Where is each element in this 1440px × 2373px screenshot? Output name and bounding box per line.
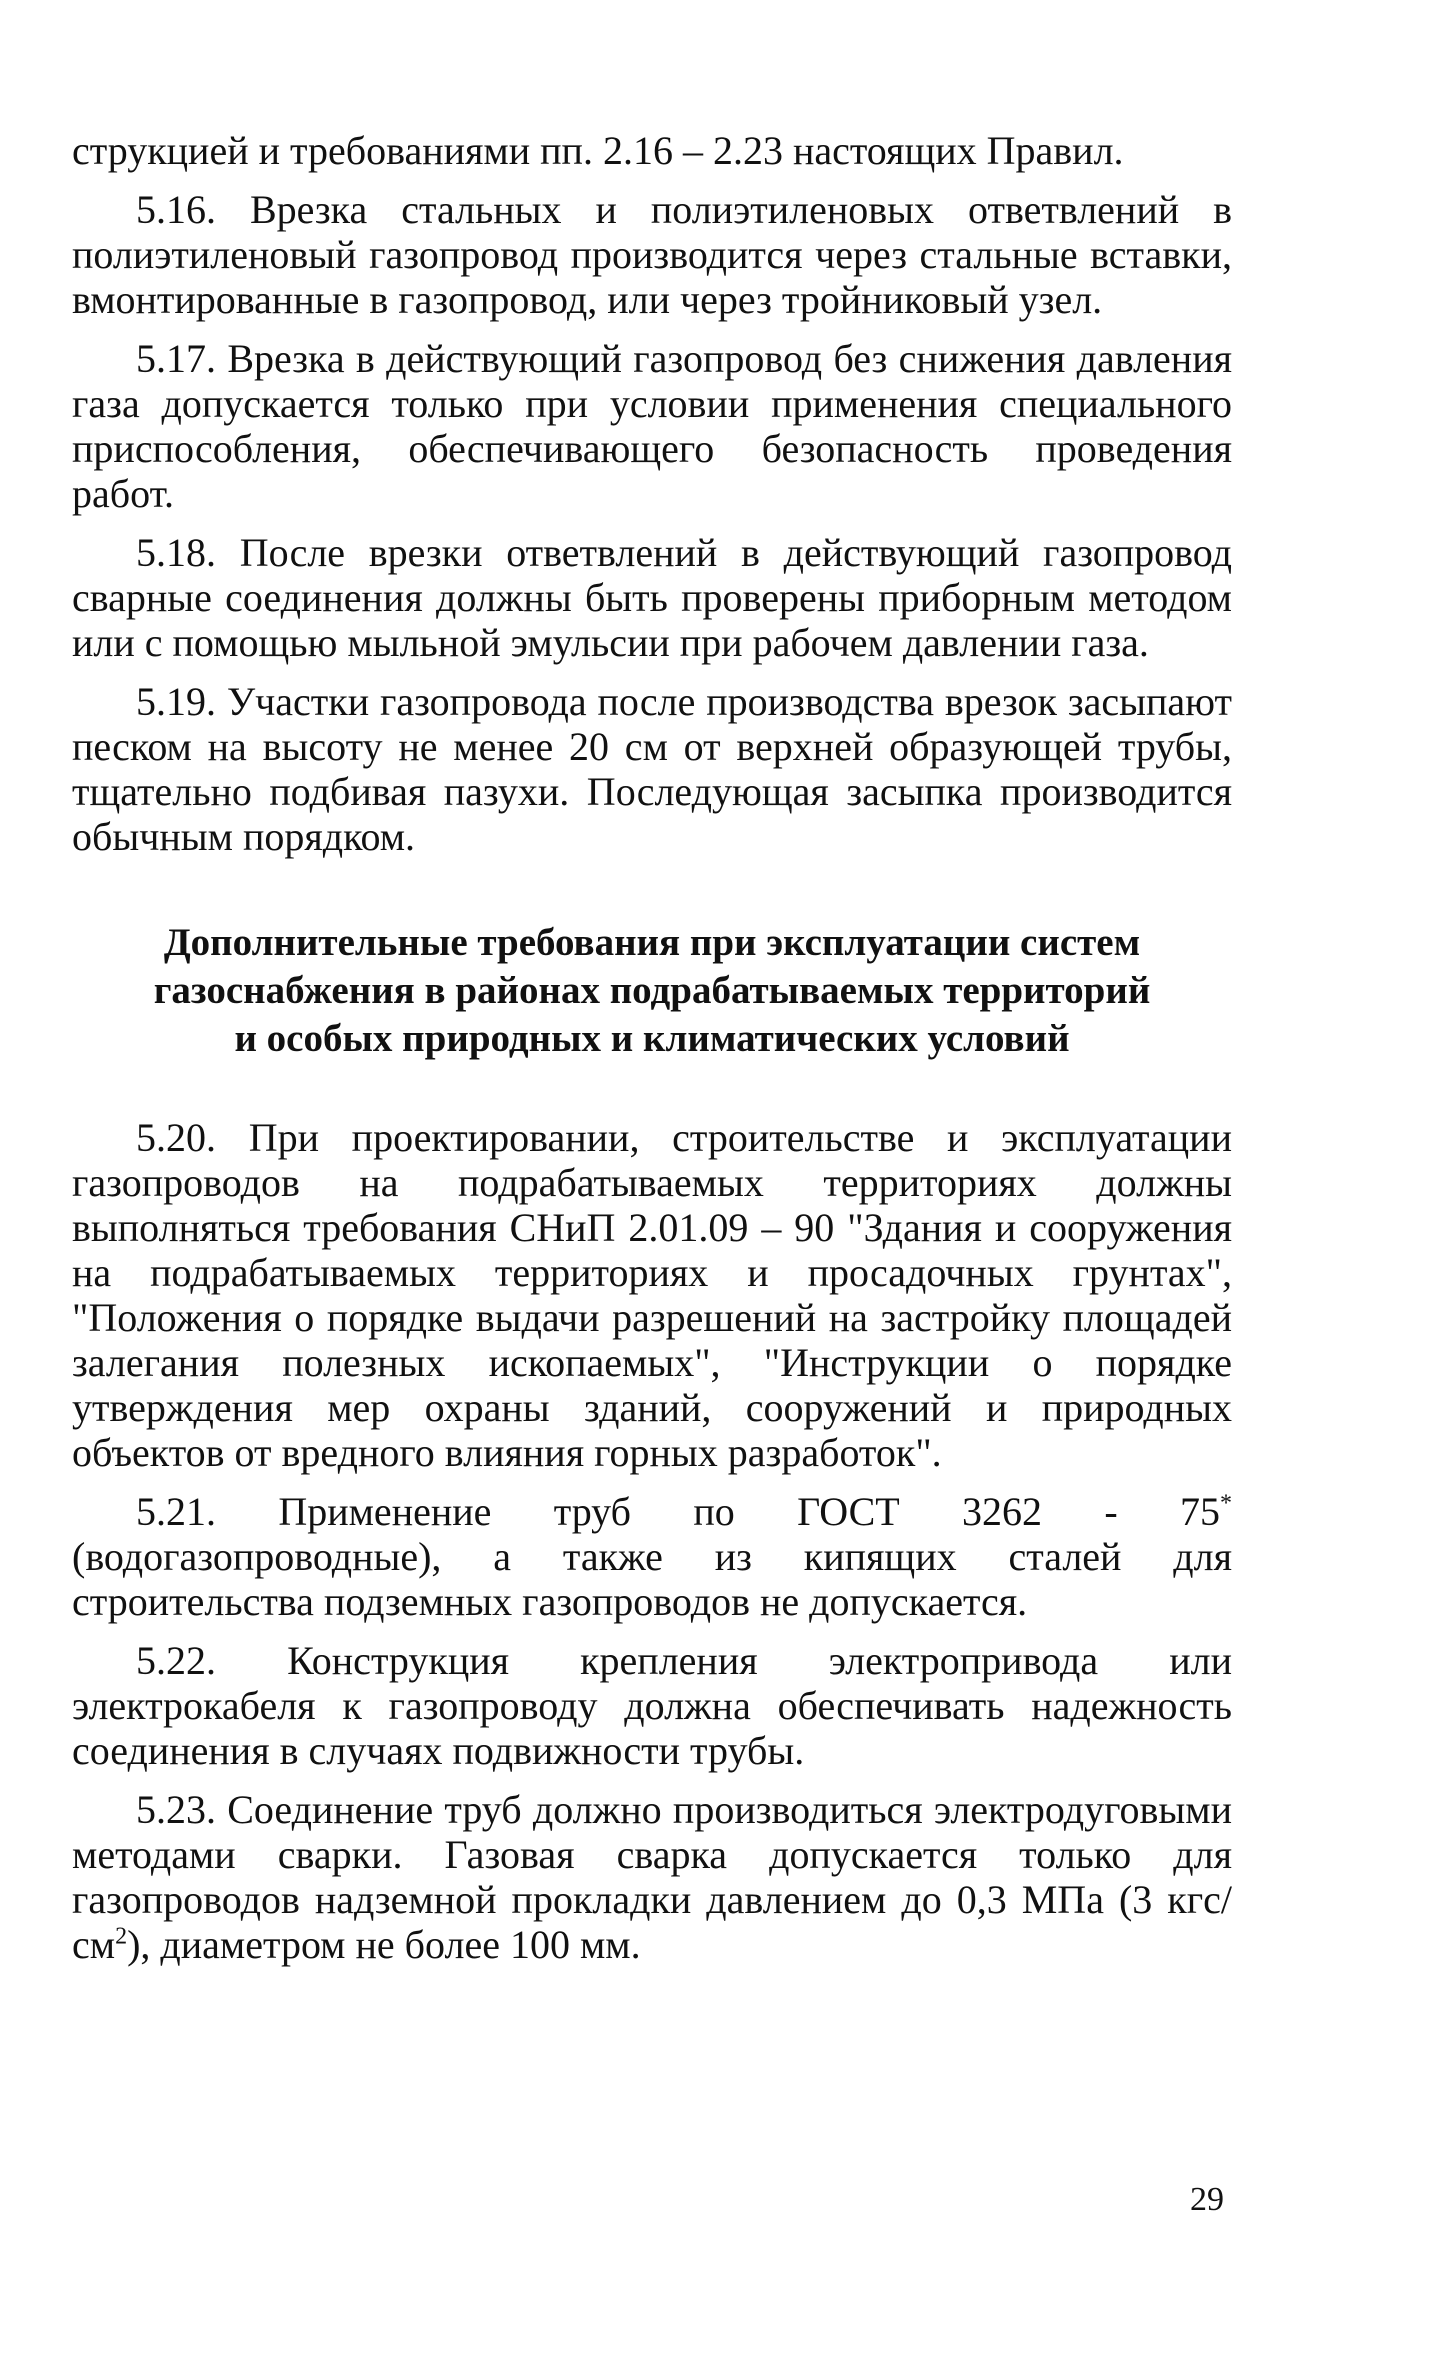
paragraph-5-21-text: 5.21. Применение труб по ГОСТ 3262 - 75 [136, 1489, 1220, 1534]
paragraph-5-16: 5.16. Врезка стальных и полиэтиленовых ответвлений в полиэтиленовый газопровод производится через стальные вставки, вмонтированные в газопровод, или через тройниковый узел. [72, 187, 1232, 322]
squared-superscript: 2 [115, 1923, 128, 1950]
paragraph-5-18: 5.18. После врезки ответвлений в действующий газопровод сварные соединения должны быть проверены приборным методом или с помощью мыльной эмульсии при рабочем давлении газа. [72, 530, 1232, 665]
paragraph-5-17: 5.17. Врезка в действующий газопровод без снижения давления газа допускается только при условии применения специального приспособления, обеспечивающего безопасность проведения работ. [72, 336, 1232, 516]
paragraph-5-23-text: 5.23. Соединение труб должно производиться электродуговыми методами сварки. Газовая сварка допускается только для газопроводов надземной прокладки давлением до 0,3 МПа (3 кгс/см [72, 1787, 1232, 1967]
paragraph-5-20: 5.20. При проектировании, строительстве и эксплуатации газопроводов на подрабатываемых территориях должны выполняться требования СНиП 2.01.09 – 90 "Здания и сооружения на подрабатываемых территориях и просадочных грунтах", "Положения о порядке выдачи разрешений на застройку площадей залегания полезных ископаемых", "Инструкции о порядке утверждения мер охраны зданий, сооружений и природных объектов от вредного влияния горных разработок". [72, 1115, 1232, 1475]
paragraph-5-21 [72, 1489, 1232, 1624]
asterisk-superscript: * [1220, 1490, 1232, 1517]
paragraph-continuation: струкцией и требованиями пп. 2.16 – 2.23 настоящих Правил. [72, 128, 1124, 173]
section-heading-line-1: Дополнительные требования при эксплуатации систем [163, 921, 1141, 964]
paragraph-5-21-text-cont: (водогазопроводные), а также из кипящих сталей для строительства подземных газопроводов не допускается. [72, 1534, 1232, 1624]
page-body [72, 128, 1232, 1967]
paragraph-5-22: 5.22. Конструкция крепления электропривода или электрокабеля к газопроводу должна обеспечивать надежность соединения в случаях подвижности трубы. [72, 1638, 1232, 1773]
section-heading-line-2: газоснабжения в районах подрабатываемых территорий [153, 969, 1151, 1012]
section-heading-line-3: и особых природных и климатических условий [234, 1017, 1070, 1060]
section-heading [72, 919, 1232, 1063]
paragraph-5-23-text-cont: ), диаметром не более 100 мм. [127, 1922, 641, 1967]
paragraph-5-19: 5.19. Участки газопровода после производства врезок засыпают песком на высоту не менее 20 см от верхней образующей трубы, тщательно подбивая пазухи. Последующая засыпка производится обычным порядком. [72, 679, 1232, 859]
page-number: 29 [1190, 2181, 1224, 2218]
paragraph-5-23 [72, 1787, 1232, 1967]
